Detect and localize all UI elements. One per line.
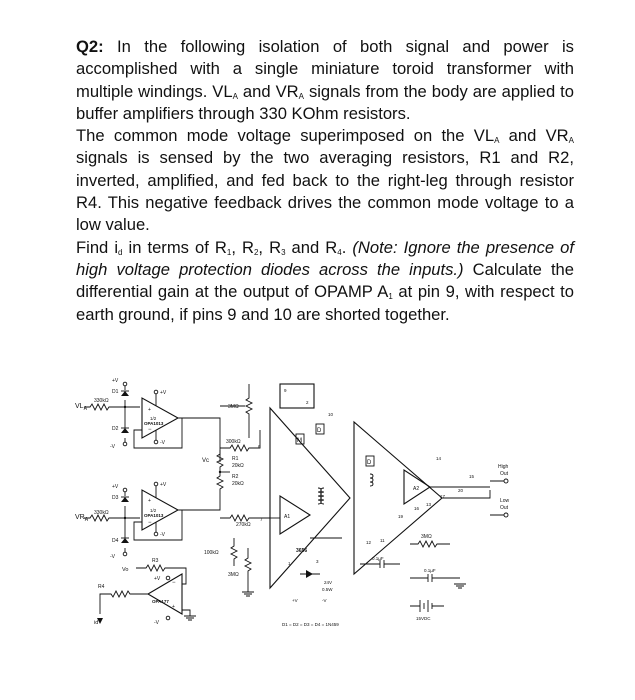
low-out-label-2: Out — [500, 505, 509, 511]
r1-val: 20kΩ — [232, 463, 244, 469]
r2-label: R2 — [232, 474, 239, 480]
buffer-top-out-wire — [182, 418, 220, 462]
question-text — [76, 36, 574, 326]
buffer-top-vneg-node — [154, 440, 158, 444]
chip-name: 3656 — [296, 548, 308, 554]
r1-label: R1 — [232, 456, 239, 462]
r300k-label: 300kΩ — [226, 439, 241, 445]
pin-3: 3 — [316, 559, 319, 564]
cap2-label: 0.1µF — [424, 568, 436, 573]
d3-diode — [121, 497, 129, 502]
supply-node-d2 — [123, 442, 127, 446]
supply-pos-d1: +V — [112, 378, 119, 384]
rl-plus: + — [172, 604, 175, 610]
block-m-label: M — [297, 438, 302, 444]
d2-label: D2 — [112, 426, 119, 432]
buffer-bot-part: OPA1013 — [144, 513, 164, 518]
ground-symbol-3 — [454, 584, 466, 588]
question-note: (Note: Ignore the presence of high voltage protection diodes across the inputs.) — [76, 237, 574, 279]
pin-10: 10 — [328, 412, 334, 417]
buffer-top-part: OPA1013 — [144, 421, 164, 426]
rl-vneg-node — [166, 616, 170, 620]
ground-symbol-2 — [184, 616, 196, 620]
diode-note: D1 = D2 = D3 = D4 = 1N459 — [282, 622, 339, 627]
cap1-label: 0.1µF — [372, 556, 384, 561]
d1-label: D1 — [112, 389, 119, 395]
pin-19: 19 — [398, 514, 404, 519]
pin-9: 9 — [284, 388, 287, 393]
r3m-top — [220, 384, 252, 438]
zener-v: 24V — [324, 580, 333, 585]
r3m-bot-label: 3MΩ — [228, 572, 239, 578]
pin-7: 7 — [260, 517, 263, 522]
buffer-bot-plus: + — [148, 498, 151, 504]
r3 — [136, 565, 186, 584]
block-d-top-label: D — [317, 428, 322, 434]
buffer-bot-vpos: +V — [160, 482, 167, 488]
r3m-bot — [245, 548, 251, 592]
d1-diode — [121, 391, 129, 396]
buffer-top-minus: − — [148, 427, 152, 433]
pin-14: 14 — [436, 456, 442, 461]
output-triangle — [354, 422, 442, 574]
d4-diode — [121, 538, 129, 543]
pin-17: 17 — [440, 494, 446, 499]
pin-2: 2 — [306, 400, 309, 405]
r270k-label: 270kΩ — [236, 522, 251, 528]
buffer-bot-frac: 1/2 — [150, 508, 157, 513]
d3-label: D3 — [112, 495, 119, 501]
pin-12: 12 — [366, 540, 372, 545]
r3m-right — [410, 541, 450, 547]
ground-symbol-1 — [242, 592, 254, 596]
buffer-top-vpos: +V — [160, 390, 167, 396]
pin-11: 11 — [380, 538, 385, 543]
buffer-bot-out-wire — [182, 504, 220, 510]
high-out-label-2: Out — [500, 471, 509, 477]
supply-neg-d2: -V — [110, 444, 115, 450]
r4-label: R4 — [98, 584, 105, 590]
supply-node-d4 — [123, 552, 127, 556]
r3m-top-label: 3MΩ — [228, 404, 239, 410]
a2-label: A2 — [413, 486, 420, 492]
question-paragraph-2: The common mode voltage superimposed on the $VL_A$ and $VR_A$ signals is sensed by the two averaging resistors, R1 and R2, inverted, amplified, and fed back to the right-leg through resistor R4. This negative feedback drives the common mode voltage to a low value. — [76, 126, 574, 235]
cap2 — [410, 574, 460, 582]
buffer-bot-vneg: -V — [160, 532, 165, 538]
buffer-bot-vneg-node — [154, 532, 158, 536]
a1-label: A1 — [284, 514, 291, 520]
high-out-label: High — [498, 464, 509, 470]
chip-vpos: +V — [292, 598, 298, 603]
r-in-top — [84, 404, 140, 410]
supply-node-d3 — [123, 488, 127, 492]
isolation-amplifier-schematic — [70, 378, 570, 634]
question-label: Q2: — [76, 37, 104, 56]
rl-plus-ground-wire — [182, 610, 190, 616]
supply-neg-d4: -V — [110, 554, 115, 560]
buffer-top-vpos-node — [154, 390, 158, 394]
pin-20: 20 — [458, 488, 464, 493]
r2 — [217, 472, 223, 504]
pin-13: 13 — [426, 502, 432, 507]
r-in-bot — [84, 515, 140, 521]
rl-vpos-node — [166, 576, 170, 580]
block-d-right-label: D — [367, 460, 372, 466]
zener-w: 0.5W — [322, 587, 333, 592]
chip-vneg: -V — [322, 598, 327, 603]
chip-isolation-triangle — [270, 408, 350, 588]
pin-1: 1 — [288, 561, 291, 566]
r4 — [100, 591, 148, 614]
transformer-coil-1 — [318, 488, 321, 504]
question-paragraph-3: Find $i_d$ in terms of $R_1$, $R_2$, $R_3$ and $R_4$. (Note: Ignore the presence of high voltage protection diodes across the inputs.) Calculate the differential gain at the output of OPAMP $A_1$ at pin 9, with respect to earth ground, if pins 9 and 10 are shorted together. — [76, 237, 575, 324]
supply-node-d1 — [123, 382, 127, 386]
r3-label: R3 — [152, 558, 159, 564]
r-in-bot-label: 330kΩ — [94, 510, 109, 516]
buffer-bot-vpos-node — [154, 482, 158, 486]
zener-diode — [306, 570, 313, 578]
rl-vpos: +V — [154, 576, 161, 582]
d4-label: D4 — [112, 538, 119, 544]
transformer-coil-3 — [370, 474, 373, 486]
pin-16: 16 — [414, 506, 420, 511]
rl-part: OPA177 — [152, 599, 169, 604]
r2-val: 20kΩ — [232, 481, 244, 487]
vc-label: Vc — [202, 458, 210, 464]
r1 — [217, 450, 223, 472]
r3m-right-label: 3MΩ — [421, 534, 432, 540]
r100k-label: 100kΩ — [204, 550, 219, 556]
id-label: id — [94, 620, 99, 626]
low-out-terminal[interactable] — [504, 513, 508, 517]
low-out-label: Low — [500, 498, 510, 504]
high-out-terminal[interactable] — [504, 479, 508, 483]
supply-pos-d3: +V — [112, 484, 119, 490]
buffer-top-frac: 1/2 — [150, 416, 157, 421]
vra-label: $VR_A$ — [75, 514, 89, 523]
r100k — [231, 538, 237, 566]
pin-15: 15 — [469, 474, 475, 479]
battery-label: 15VDC — [416, 616, 431, 621]
transformer-coil-2 — [321, 488, 324, 504]
buffer-bot-minus: − — [148, 520, 152, 526]
vo-label: Vo — [122, 567, 129, 573]
buffer-top-plus: + — [148, 407, 151, 413]
rl-minus: − — [172, 580, 176, 586]
battery-symbol — [410, 600, 444, 612]
d2-diode — [121, 428, 129, 433]
r-in-top-label: 330kΩ — [94, 398, 109, 404]
pin-6: 6 — [258, 444, 261, 449]
rl-vneg: -V — [154, 620, 159, 626]
buffer-top-vneg: -V — [160, 440, 165, 446]
vla-label: $VL_A$ — [75, 403, 87, 412]
cap1 — [360, 560, 400, 568]
question-paragraph-1: Q2: In the following isolation of both signal and power is accomplished with a single miniature toroid transformer with multiple windings. $VL_A$ and $VR_A$ signals from the body are applied to buffer amplifiers through 330 KOhm resistors. — [76, 37, 574, 123]
